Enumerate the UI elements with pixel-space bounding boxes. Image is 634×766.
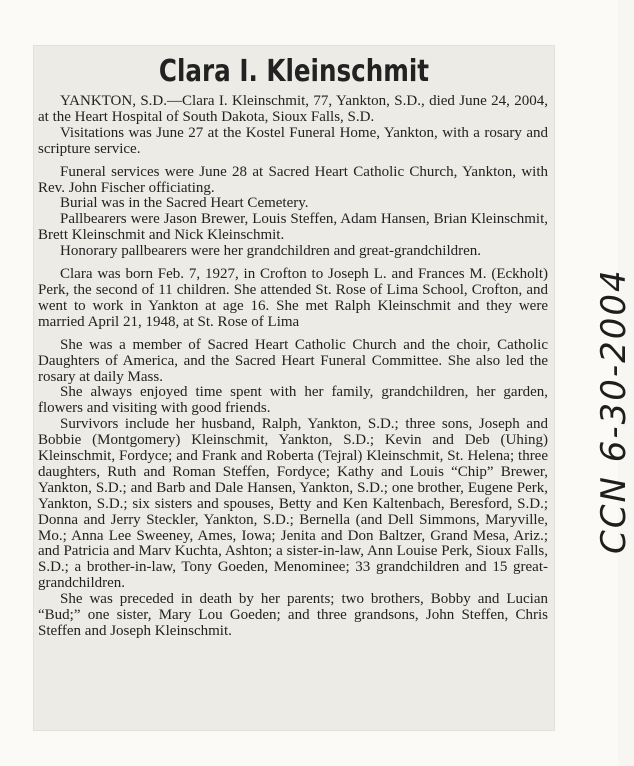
- obituary-body: [38, 94, 548, 640]
- paragraph-hobbies: She always enjoyed time spent with her family, grandchildren, her garden, flowers and visiting with good friends.: [38, 384, 548, 417]
- paragraph-biography: Clara was born Feb. 7, 1927, in Crofton to Joseph L. and Frances M. (Eckholt) Perk, the second of 11 children. She attended St. Rose of Lima School, Crofton, and went to work in Yankton at age 16. She met Ralph Kleinschmit and they were married April 21, 1948, at St. Rose of Lima: [38, 266, 548, 330]
- paragraph-pallbearers: Pallbearers were Jason Brewer, Louis Steffen, Adam Hansen, Brian Kleinschmit, Brett Kleinschmit and Nick Kleinschmit.: [38, 211, 548, 244]
- newspaper-clipping: [34, 46, 554, 730]
- obituary-headline: Clara I. Kleinschmit: [158, 54, 430, 89]
- paragraph-funeral: Funeral services were June 28 at Sacred Heart Catholic Church, Yankton, with Rev. John Fischer officiating.: [38, 163, 548, 196]
- paragraph-honorary-pallbearers: Honorary pallbearers were her grandchildren and great-grandchildren.: [60, 243, 482, 260]
- handwritten-date-note: [546, 268, 634, 554]
- paragraph-memberships: She was a member of Sacred Heart Catholic Church and the choir, Catholic Daughters of America, and the Sacred Heart Funeral Committee. She also led the rosary at daily Mass.: [38, 336, 548, 385]
- paragraph-preceded-in-death: She was preceded in death by her parents; two brothers, Bobby and Lucian “Bud;” one sister, Mary Lou Goeden; and three grandsons, John Steffen, Chris Steffen and Joseph Kleinschmit.: [38, 591, 548, 639]
- paragraph-death-notice: YANKTON, S.D.—Clara I. Kleinschmit, 77, Yankton, S.D., died June 24, 2004, at the Heart Hospital of South Dakota, Sioux Falls, S.D.: [38, 93, 548, 125]
- paragraph-burial: Burial was in the Sacred Heart Cemetery.: [60, 195, 309, 212]
- handwritten-note-text: CCN 6-30-2004: [594, 268, 634, 554]
- paragraph-visitation: Visitations was June 27 at the Kostel Funeral Home, Yankton, with a rosary and scripture service.: [38, 124, 548, 157]
- paragraph-survivors: Survivors include her husband, Ralph, Yankton, S.D.; three sons, Joseph and Bobbie (Montgomery) Kleinschmit, Yankton, S.D.; Kevin and Deb (Uhing) Kleinschmit, Fordyce; and Frank and Roberta (Tejral) Kleinschmit, St. Helena; three daughters, Ruth and Roman Steffen, Fordyce; Kathy and Louis “Chip” Brewer, Yankton, S.D.; and Barb and Dale Hansen, Yankton, S.D.; one brother, Eugene Perk, Yankton, S.D.; six sisters and spouses, Betty and Ken Kaltenbach, Beresford, S.D.; Donna and Jerry Steckler, Yankton, S.D.; Bernella (and Dell Simmons, Maryville, Mo.; Anna Lee Sweeney, Ames, Iowa; Jenita and Don Baltzer, Grand Mesa, Ariz.; and Patricia and Marv Kuchta, Ashton; a sister-in-law, Ann Louise Perk, Sioux Falls, S.D.; a brother-in-law, Tony Goeden, Menominee; 33 grandchildren and 15 great-grandchildren.: [38, 416, 548, 592]
